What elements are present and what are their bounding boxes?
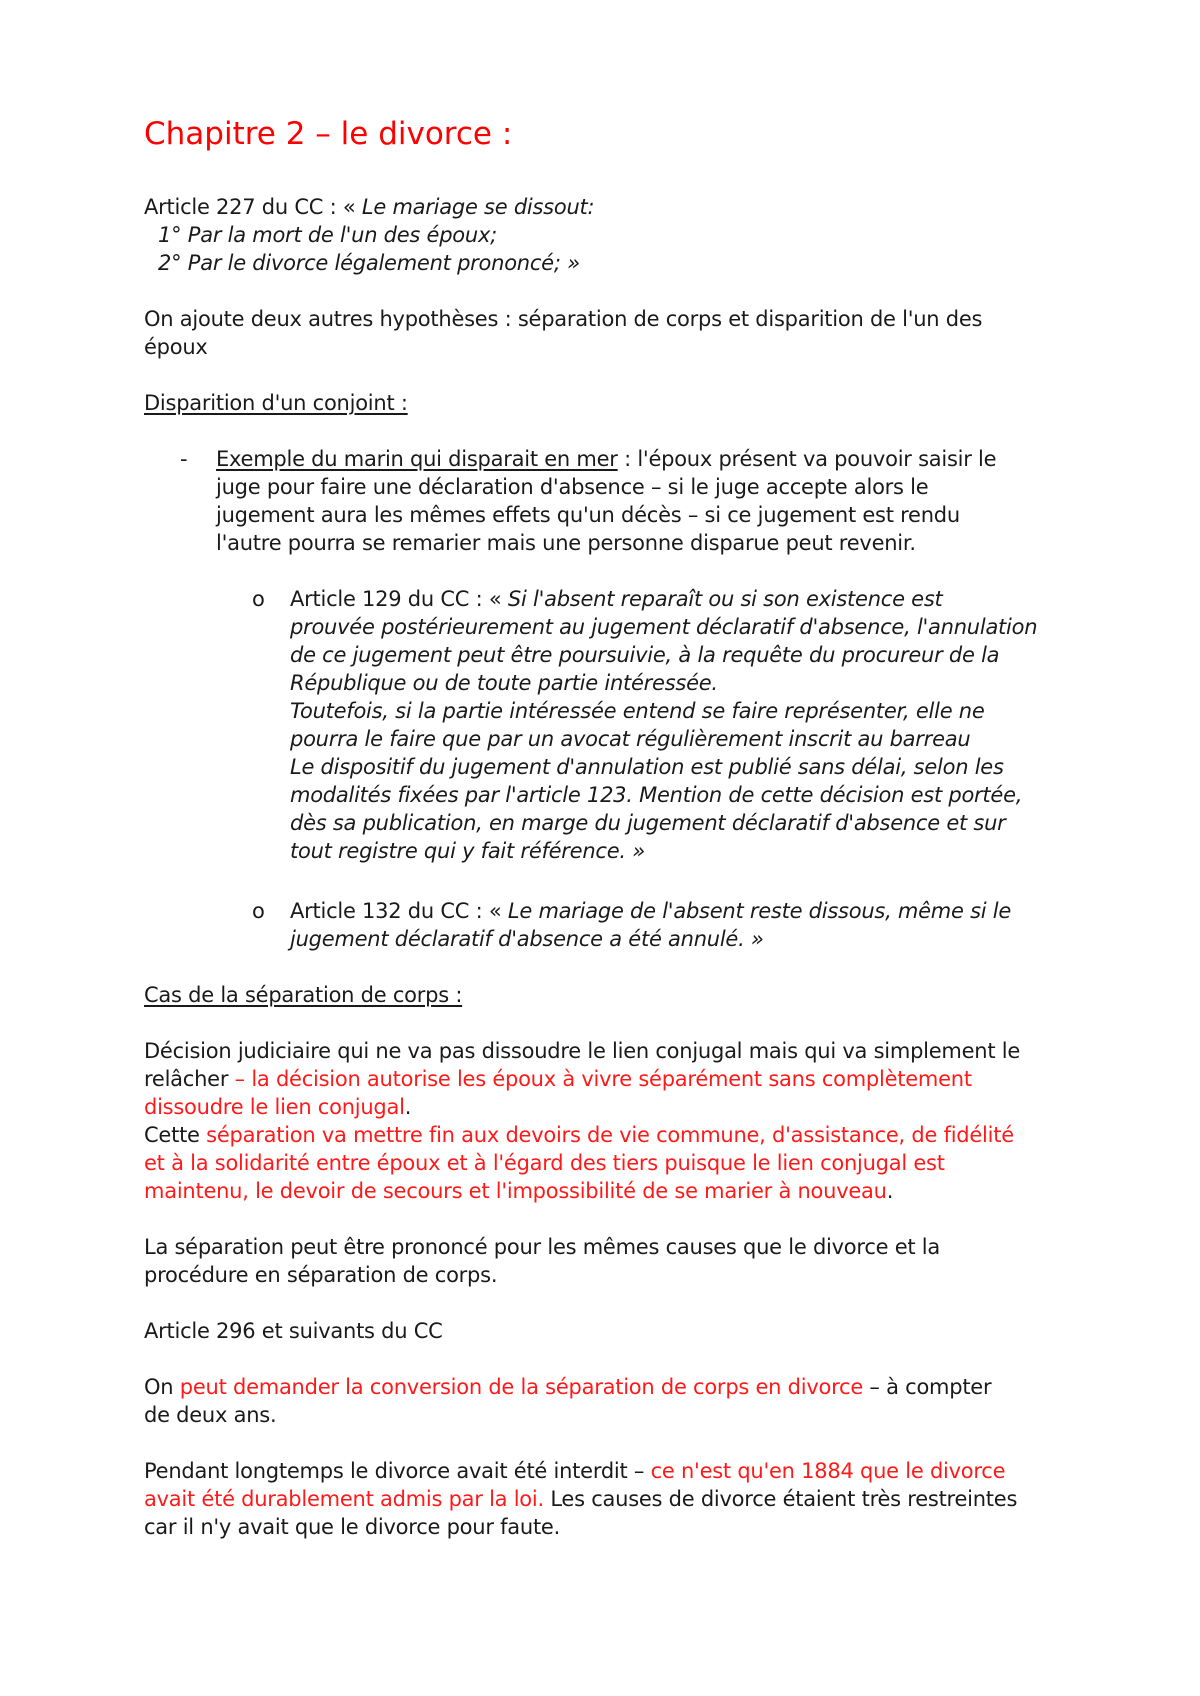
article-227-item-1: 1° Par la mort de l'un des époux; [158, 223, 497, 247]
p5-line-1-black-a: On [144, 1375, 180, 1399]
circle-bullet: o [252, 899, 265, 923]
article-129-line-10: tout registre qui y fait référence. » [290, 839, 645, 863]
separation-p3-line-2: procédure en séparation de corps. [144, 1263, 498, 1287]
article-132-line-1 [290, 898, 1011, 925]
p2-line-1-red: séparation va mettre fin aux devoirs de vie commune, d'assistance, de fidélité [206, 1123, 1014, 1147]
separation-p5-line-2: de deux ans. [144, 1403, 277, 1427]
p5-line-1-black-b: – à compter [863, 1375, 992, 1399]
separation-p6-line-3: car il n'y avait que le divorce pour faute. [144, 1515, 561, 1539]
separation-p3-line-1: La séparation peut être prononcé pour les mêmes causes que le divorce et la [144, 1235, 940, 1259]
article-129-line-8: modalités fixées par l'article 123. Mention de cette décision est portée, [290, 783, 1023, 807]
article-129-line-5: Toutefois, si la partie intéressée entend se faire représenter, elle ne [290, 699, 985, 723]
article-227-lead: Article 227 du CC : « [144, 195, 362, 219]
separation-p1-line-2 [144, 1066, 972, 1093]
article-129-quote-start: Si l'absent reparaît ou si son existence est [507, 587, 943, 611]
article-129-line-7: Le dispositif du jugement d'annulation est publié sans délai, selon les [290, 755, 1004, 779]
p1-line-2-black: relâcher [144, 1067, 235, 1091]
separation-p4: Article 296 et suivants du CC [144, 1319, 443, 1343]
article-227-quote: Le mariage se dissout: [361, 195, 595, 219]
disparition-heading: Disparition d'un conjoint : [144, 391, 408, 415]
article-129-line-9: dès sa publication, en marge du jugement déclaratif d'absence et sur [290, 811, 1006, 835]
separation-p2-line-1 [144, 1122, 1014, 1149]
article-129-line-3: de ce jugement peut être poursuivie, à la requête du procureur de la [290, 643, 1000, 667]
example-line-2: juge pour faire une déclaration d'absence – si le juge accepte alors le [216, 475, 929, 499]
p6-line-1-red: ce n'est qu'en 1884 que le divorce [650, 1459, 1006, 1483]
dash-bullet: - [180, 447, 188, 471]
p1-line-2-red: – la décision autorise les époux à vivre séparément sans complètement [234, 1067, 972, 1091]
article-132-lead: Article 132 du CC : « [290, 899, 508, 923]
article-227-item-2: 2° Par le divorce légalement prononcé; » [158, 251, 580, 275]
article-129-line-1 [290, 586, 943, 613]
example-line-1 [216, 446, 996, 473]
p6-line-1-black: Pendant longtemps le divorce avait été interdit – [144, 1459, 651, 1483]
article-227-line [144, 194, 594, 221]
separation-p1-line-1: Décision judiciaire qui ne va pas dissoudre le lien conjugal mais qui va simplement le [144, 1039, 1021, 1063]
article-129-line-2: prouvée postérieurement au jugement déclaratif d'absence, l'annulation [290, 615, 1038, 639]
separation-p2-line-2: et à la solidarité entre époux et à l'égard des tiers puisque le lien conjugal est [144, 1151, 945, 1175]
p6-line-2-red: avait été durablement admis par la loi. [144, 1487, 544, 1511]
p2-line-3-black: . [886, 1179, 894, 1203]
article-129-line-6: pourra le faire que par un avocat régulièrement inscrit au barreau [290, 727, 971, 751]
p2-line-3-red: maintenu, le devoir de secours et l'impossibilité de se marier à nouveau [144, 1179, 887, 1203]
circle-bullet: o [252, 587, 265, 611]
separation-heading: Cas de la séparation de corps : [144, 983, 463, 1007]
example-line-1-rest: : l'époux présent va pouvoir saisir le [617, 447, 997, 471]
example-label: Exemple du marin qui disparait en mer [216, 447, 618, 471]
p6-line-2-black: Les causes de divorce étaient très restreintes [543, 1487, 1018, 1511]
example-line-3: jugement aura les mêmes effets qu'un décès – si ce jugement est rendu [216, 503, 960, 527]
example-line-4: l'autre pourra se remarier mais une personne disparue peut revenir. [216, 531, 916, 555]
article-129-lead: Article 129 du CC : « [290, 587, 508, 611]
p2-line-1-black: Cette [144, 1123, 207, 1147]
article-129-line-4: République ou de toute partie intéressée. [290, 671, 718, 695]
separation-p1-line-3 [144, 1094, 411, 1121]
p1-line-3-red: dissoudre le lien conjugal [144, 1095, 405, 1119]
p1-line-3-black: . [404, 1095, 412, 1119]
separation-p6-line-2 [144, 1486, 1017, 1513]
article-132-line-2: jugement déclaratif d'absence a été annulé. » [290, 927, 764, 951]
intro-line-1: On ajoute deux autres hypothèses : séparation de corps et disparition de l'un des [144, 307, 983, 331]
p5-line-1-red: peut demander la conversion de la séparation de corps en divorce [179, 1375, 863, 1399]
separation-p2-line-3 [144, 1178, 893, 1205]
article-132-quote-start: Le mariage de l'absent reste dissous, même si le [507, 899, 1012, 923]
separation-p6-line-1 [144, 1458, 1005, 1485]
chapter-title: Chapitre 2 – le divorce : [144, 116, 513, 152]
intro-line-2: époux [144, 335, 208, 359]
separation-p5-line-1 [144, 1374, 991, 1401]
